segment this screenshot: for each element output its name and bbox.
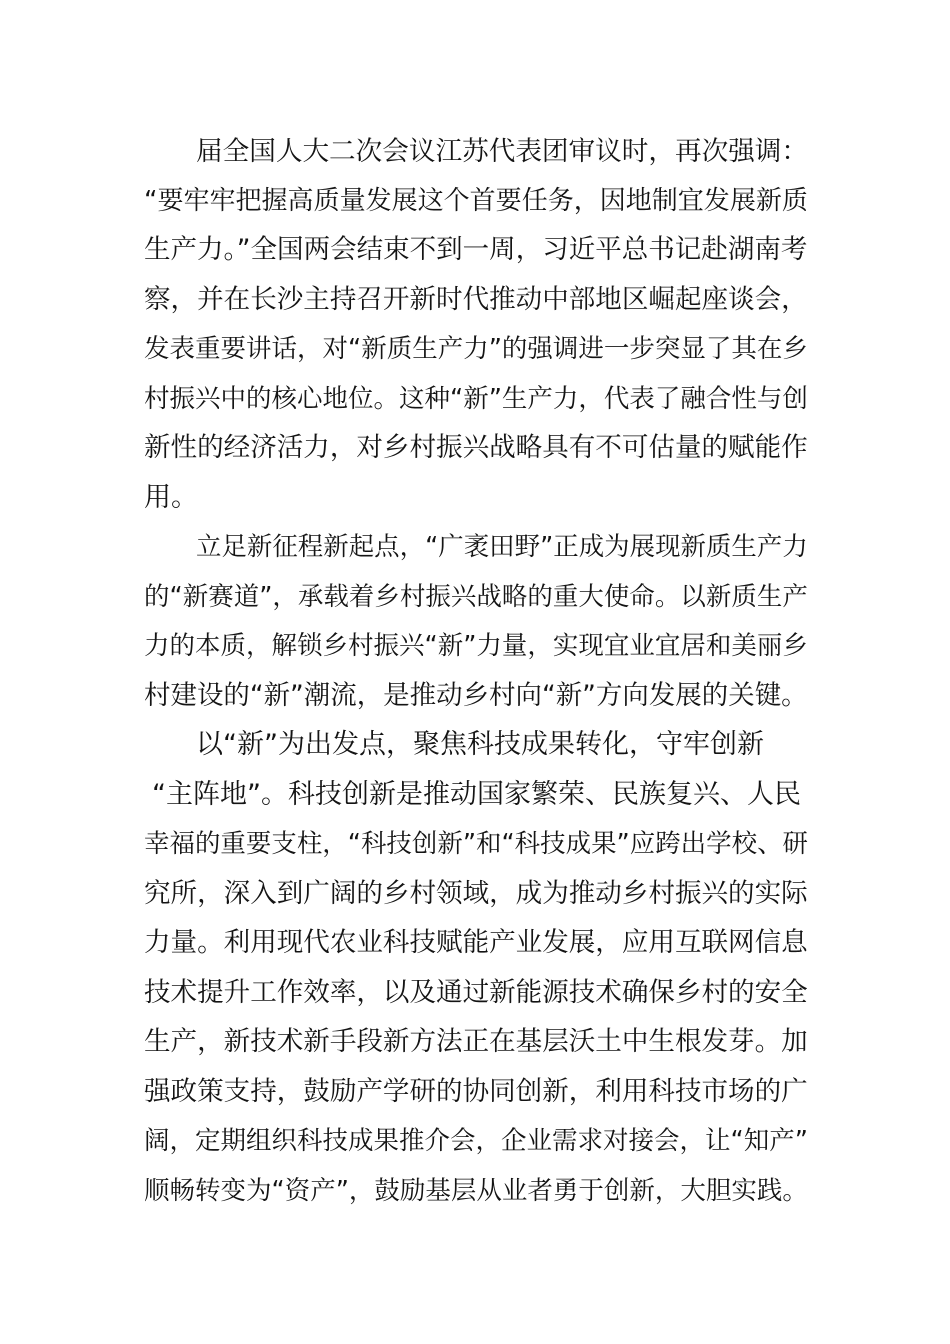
text-line: 村振兴中的核心地位。这种“新”生产力，代表了融合性与创 [144,384,808,414]
text-line: 察，并在长沙主持召开新时代推动中部地区崛起座谈会， [144,284,808,315]
text-line: 顺畅转变为“资产”，鼓励基层从业者勇于创新，大胆实践。 [144,1176,808,1206]
text-line: 新性的经济活力，对乡村振兴战略具有不可估量的赋能作 [144,432,808,463]
text-line: 幸福的重要支柱，“科技创新”和“科技成果”应跨出学校、研 [144,829,809,859]
text-line: 用。 [144,482,198,513]
text-line: 生产力。”全国两会结束不到一周，习近平总书记赴湖南考 [144,234,808,265]
text-line: 的“新赛道”，承载着乡村振兴战略的重大使命。以新质生产 [144,582,808,612]
text-line: 阔，定期组织科技成果推介会，企业需求对接会，让“知产” [144,1126,808,1156]
text-line: 届全国人大二次会议江苏代表团审议时，再次强调： [196,136,809,167]
text-line: 强政策支持，鼓励产学研的协同创新，利用科技市场的广 [144,1076,808,1107]
text-line: “要牢牢把握高质量发展这个首要任务，因地制宜发展新质 [144,186,808,216]
text-line: 究所，深入到广阔的乡村领域，成为推动乡村振兴的实际 [144,878,808,909]
text-line: 力量。利用现代农业科技赋能产业发展，应用互联网信息 [144,927,808,958]
text-line: “主阵地”。科技创新是推动国家繁荣、民族复兴、人民 [152,779,801,810]
text-line: 技术提升工作效率，以及通过新能源技术确保乡村的安全 [144,977,808,1008]
text-line: 生产，新技术新手段新方法正在基层沃土中生根发芽。加 [144,1026,808,1057]
text-line: 以“新”为出发点，聚焦科技成果转化，守牢创新 [196,729,764,760]
text-line: 立足新征程新起点，“广袤田野”正成为展现新质生产力 [196,532,808,562]
text-line: 力的本质，解锁乡村振兴“新”力量，实现宜业宜居和美丽乡 [144,631,808,661]
text-line: 发表重要讲话，对“新质生产力”的强调进一步突显了其在乡 [144,334,808,364]
text-line: 村建设的“新”潮流，是推动乡村向“新”方向发展的关键。 [144,680,808,711]
